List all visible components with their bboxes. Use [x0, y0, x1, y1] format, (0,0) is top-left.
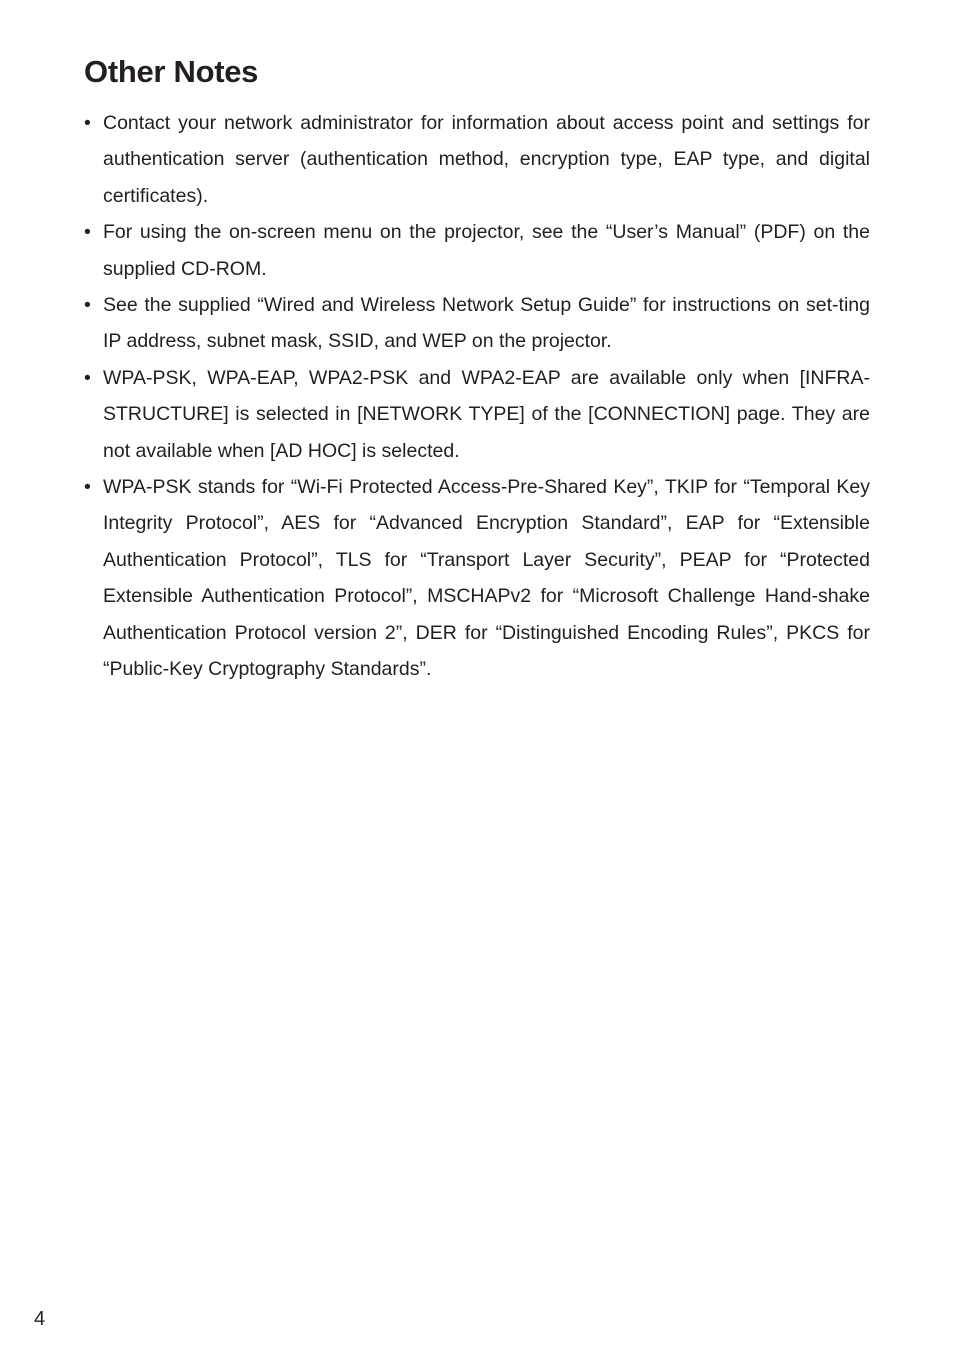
note-text: WPA-PSK, WPA-EAP, WPA2-PSK and WPA2-EAP are available only when [INFRA-STRUCTURE] is selected in [NETWORK TYPE] of the [CONNECTION] page. They are not available when [AD HOC] is selected.	[103, 366, 870, 462]
note-text: Contact your network administrator for information about access point and settings for authentication server (authentication method, encryption type, EAP type, and digital certificates).	[103, 112, 870, 207]
note-text: See the supplied “Wired and Wireless Network Setup Guide” for instructions on set-ting IP address, subnet mask, SSID, and WEP on the projector.	[103, 294, 870, 353]
note-text: WPA-PSK stands for “Wi-Fi Protected Access-Pre-Shared Key”, TKIP for “Temporal Key Integrity Protocol”, AES for “Advanced Encryption Standard”, EAP for “Extensible Authentication Protocol”, TLS for “Transport Layer Security”, PEAP for “Protected Extensible Authentication Protocol”, MSCHAPv2 for “Microsoft Challenge Hand-shake Authentication Protocol version 2”, DER for “Distinguished Encoding Rules”, PKCS for “Public-Key Cryptography Standards”.	[103, 476, 870, 681]
note-item-abbreviations	[84, 469, 870, 687]
bullet-icon: •	[84, 366, 91, 389]
note-text: For using the on-screen menu on the projector, see the “User’s Manual” (PDF) on the supplied CD-ROM.	[103, 221, 870, 280]
bullet-icon: •	[84, 294, 91, 317]
note-item-network-admin	[84, 105, 870, 214]
bullet-icon: •	[84, 112, 91, 134]
page-number: 4	[34, 1308, 46, 1330]
note-item-on-screen-menu	[84, 214, 870, 287]
bullet-icon: •	[84, 221, 91, 244]
note-item-wpa-availability	[84, 360, 870, 469]
notes-list	[84, 105, 870, 688]
note-item-setup-guide	[84, 287, 870, 360]
page-title: Other Notes	[84, 54, 259, 89]
bullet-icon: •	[84, 476, 91, 499]
